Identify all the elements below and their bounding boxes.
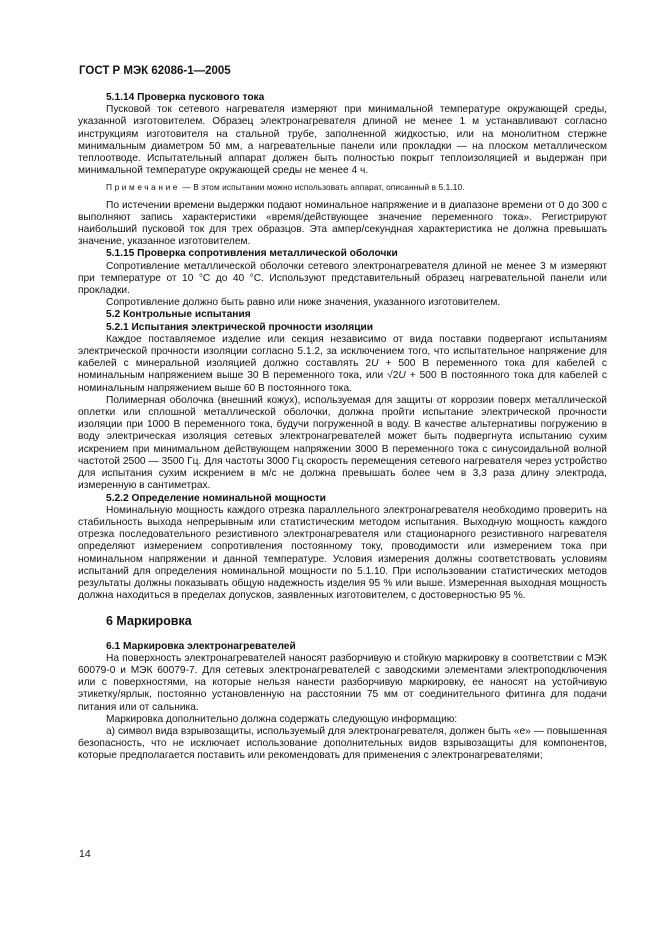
page-content [78,92,607,763]
section-5-2-heading: 5.2 Контрольные испытания [106,309,251,321]
note [78,181,607,193]
section-5-2-1-heading: 5.2.1 Испытания электрической прочности изоляции [106,321,374,333]
paragraph-formula: Каждое поставляемое изделие или секция независимо от вида поставки подвергают испытаниям электрической прочности изоляции согласно 5.1.2, за исключением того, что испытательное напряжение для кабелей с минеральной изоляцией должно составлять 2U + 500 В переменного тока для кабелей с номинальным напряжением выше 30 В переменного тока, или √2U + 500 В постоянного тока для кабелей с номинальным напряжением выше 60 В постоянного тока. [78,333,607,394]
note-label: Примечание [106,182,181,193]
sqrt-symbol: √2 [387,370,399,382]
paragraph: По истечении времени выдержки подают номинальное напряжение и в диапазоне времени от 0 до 300 с выполняют запись характеристики «время/действующее значение переменного тока». Регистрируют наибольший пусковой ток для трех образцов. Эта ампер/секундная характеристика не должна превышать значение, указанное изготовителем. [78,199,607,248]
document-header: ГОСТ Р МЭК 62086-1—2005 [79,65,231,77]
section-6-1-heading: 6.1 Маркировка электронагревателей [106,640,296,652]
list-item: а) символ вида взрывозащиты, используемый для электронагревателя, должен быть «е» — повышенная безопасность, что не исключает использование дополнительных видов взрывозащиты для компонентов, которые предполагается поставить или рекомендовать для применения с электронагревателями; [78,725,607,762]
paragraph: Сопротивление металлической оболочки сетевого электронагревателя длиной не менее 3 м измеряют при температуре от 10 °С до 40 °С. Используют представительный образец нагревательной панели или прокладки. [78,260,607,297]
paragraph: Номинальную мощность каждого отрезка параллельного электронагревателя необходимо проверить на стабильность выхода непрерывным или статистическим методом испытания. Выходную мощность каждого отрезка последовательного резистивного электронагревателя или стационарного резистивного нагревателя определяют измерением сопротивления постоянному току, проводимости или измерением тока при номинальном напряжении и данной температуре. Условия измерения должны соответствовать условиям испытаний для определения номинальной мощности по 5.1.10. При использовании статистических методов результаты должны показывать общую надежность изделия 95 % или выше. Измеренная выходная мощность должна находиться в пределах допусков, заявленных изготовителем, с достоверностью 95 %. [78,504,607,602]
section-6-heading: 6 Маркировка [106,614,192,629]
paragraph: На поверхность электронагревателей наносят разборчивую и стойкую маркировку в соответствии с МЭК 60079-0 и МЭК 60079-7. Для сетевых электронагревателей с заводскими элементами электроподключения или с поверхностями, на которые нельзя нанести разборчивую маркировку, ее наносят на устойчивую этикетку/ярлык, постоянно установленную на расстоянии 75 мм от соединительного фитинга для подачи питания или от сальника. [78,652,607,713]
section-5-1-14-heading: 5.1.14 Проверка пускового тока [106,92,265,103]
section-5-2-2-heading: 5.2.2 Определение номинальной мощности [106,492,326,504]
voltage-symbol: U [371,358,379,370]
voltage-symbol: U [398,370,406,382]
page-number: 14 [79,848,91,860]
note-text: — В этом испытании можно использовать аппарат, описанный в 5.1.10. [180,182,465,193]
paragraph: Пусковой ток сетевого нагревателя измеряют при минимальной температуре окружающей среды, указанной изготовителем. Образец электронагревателя длиной не менее 1 м устанавливают согласно инструкциям изготовителя на стальной трубе, заполненной жидкостью, или на монолитном стержне минимальным диаметром 50 мм, а нагревательные панели или прокладки — на плоском металлическом теплоотводе. Испытательный аппарат должен быть полностью покрыт теплоизоляцией и выдержан при минимальной температуре окружающей среды не менее 4 ч. [78,104,607,177]
paragraph: Полимерная оболочка (внешний кожух), используемая для защиты от коррозии поверх металлической оплетки или сплошной металлической оболочки, должна пройти испытание электрической прочности изоляции при 1000 В переменного тока, будучи погруженной в воду. В качестве альтернативы погружению в воду электрическая изоляция сетевых электронагревателей может быть подвергнута испытанию сухим искрением при минимальном действующем напряжении 3000 В переменного тока с синусоидальной волной частотой 2500 — 3500 Гц. Для частоты 3000 Гц скорость перемещения сетевого нагревателя через устройство для испытания сухим искрением в м/с не должна превышать более чем в 3,3 раза длину электрода, измеренную в сантиметрах. [78,394,607,492]
section-5-1-15-heading: 5.1.15 Проверка сопротивления металлической оболочки [106,248,398,260]
paragraph: Маркировка дополнительно должна содержать следующую информацию: [106,713,458,725]
paragraph: Сопротивление должно быть равно или ниже значения, указанного изготовителем. [106,297,501,309]
